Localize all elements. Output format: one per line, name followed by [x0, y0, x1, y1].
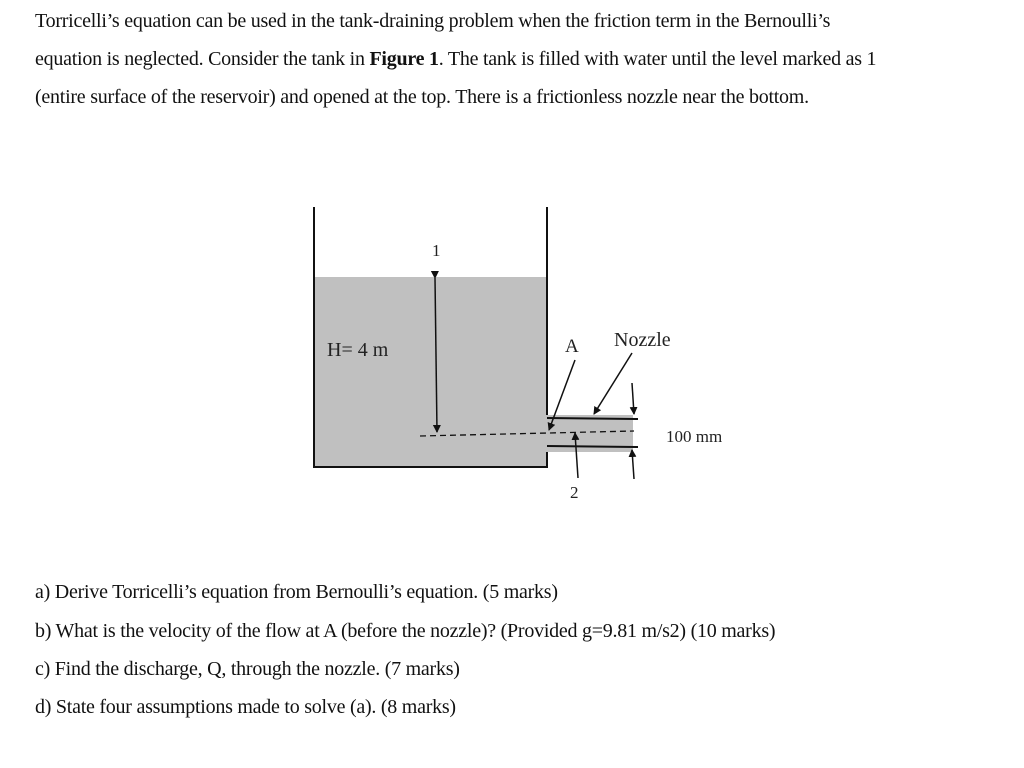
intro-line-2-start: equation is neglected. Consider the tank in — [35, 48, 370, 70]
question-d: d) State four assumptions made to solve (a). (8 marks) — [35, 696, 456, 718]
intro-line-1: Torricelli’s equation can be used in the tank-draining problem when the friction term in the Bernoulli’s — [35, 10, 831, 32]
intro-line-2-end: . The tank is filled with water until the level marked as 1 — [438, 48, 877, 70]
label-point-1: 1 — [432, 241, 441, 260]
question-a: a) Derive Torricelli’s equation from Bernoulli’s equation. (5 marks) — [35, 581, 558, 603]
nozzle-bottom-wall — [547, 446, 638, 447]
label-diameter: 100 mm — [666, 427, 723, 446]
question-c: c) Find the discharge, Q, through the nozzle. (7 marks) — [35, 658, 460, 680]
label-point-2: 2 — [570, 483, 579, 502]
nozzle-top-wall — [547, 418, 638, 419]
label-height: H= 4 m — [327, 339, 389, 361]
pointer-arrow-nozzle — [594, 353, 632, 414]
water-body — [314, 277, 547, 467]
label-point-a: A — [565, 336, 579, 357]
diameter-arrow-bottom — [632, 450, 634, 479]
label-nozzle: Nozzle — [614, 329, 671, 351]
intro-line-3: (entire surface of the reservoir) and opened at the top. There is a frictionless nozzle near the bottom. — [35, 86, 809, 108]
figure-reference: Figure 1 — [369, 48, 439, 70]
diameter-arrow-top — [632, 383, 634, 414]
question-b: b) What is the velocity of the flow at A (before the nozzle)? (Provided g=9.81 m/s2) (10 marks) — [35, 620, 776, 642]
